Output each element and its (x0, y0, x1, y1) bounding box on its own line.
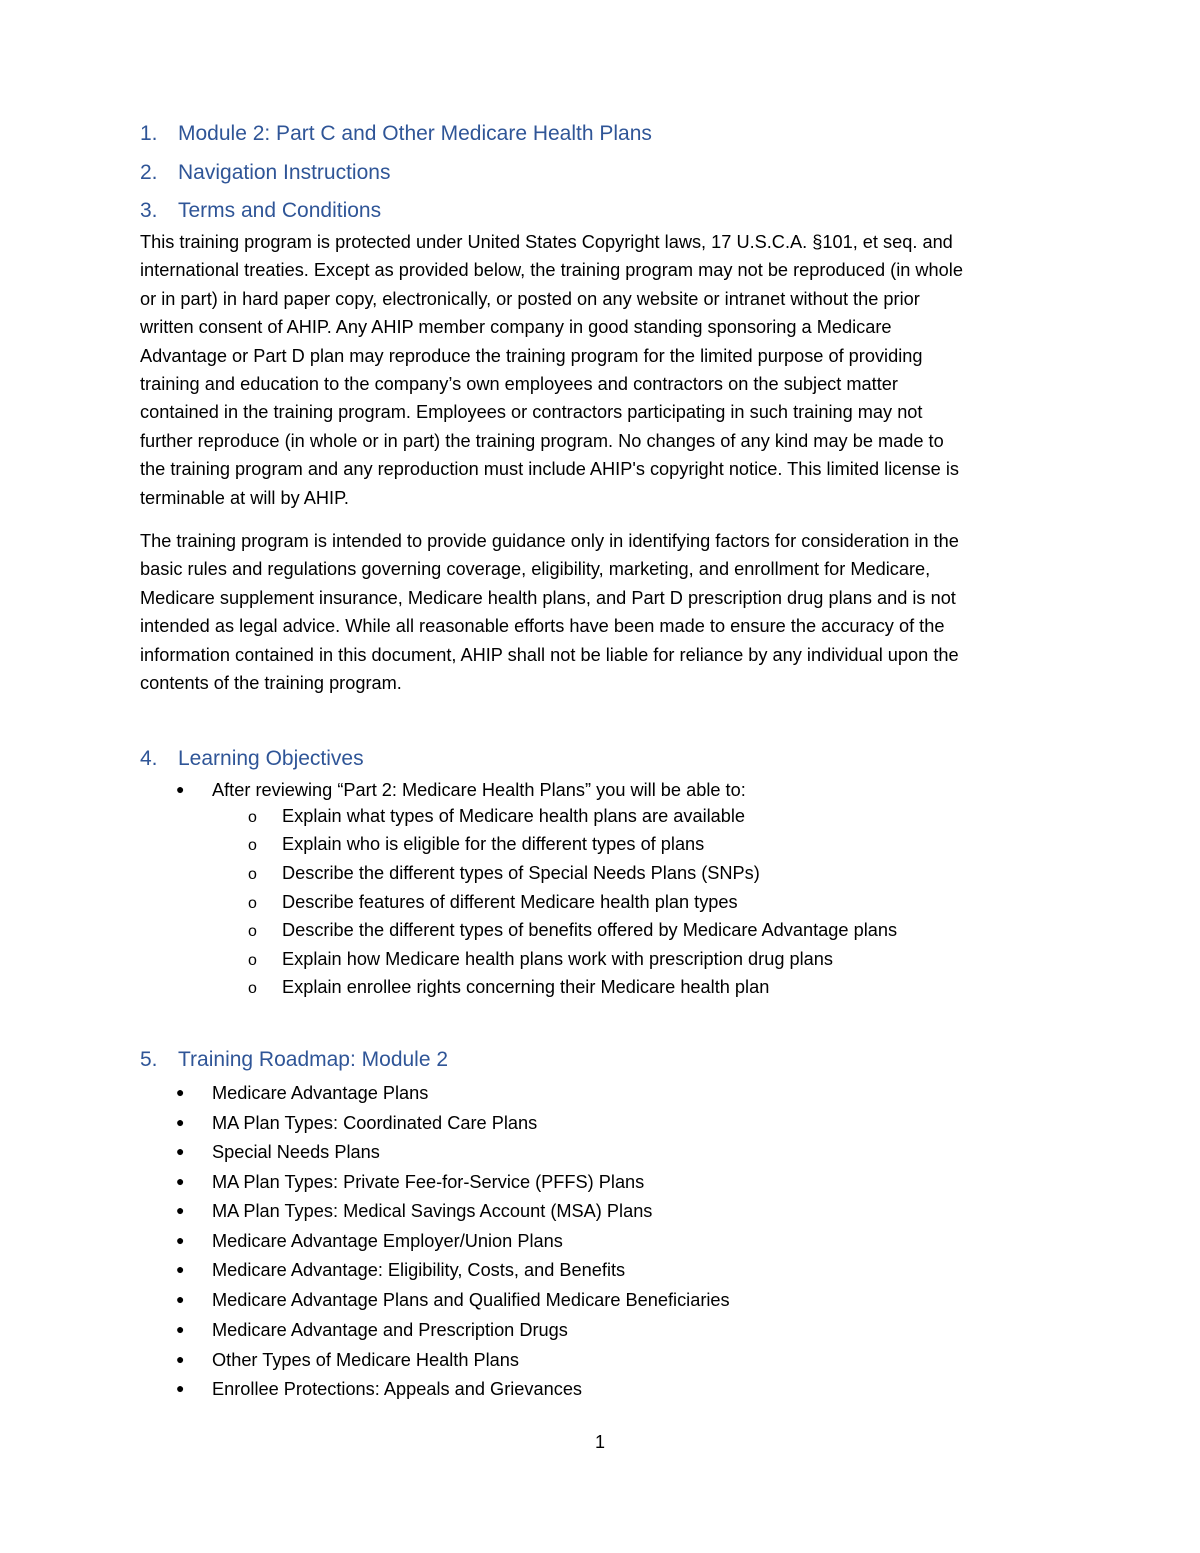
bullet-icon: ● (176, 1173, 185, 1189)
bullet-icon: ● (176, 1261, 185, 1277)
list-item (176, 1197, 652, 1224)
list-item (248, 889, 738, 917)
list-item-text: MA Plan Types: Private Fee-for-Service (PFFS) Plans (212, 1172, 645, 1192)
list-item-text: Medicare Advantage and Prescription Drugs (212, 1320, 568, 1340)
list-item-text: Enrollee Protections: Appeals and Grievances (212, 1379, 583, 1399)
list-item (176, 1346, 519, 1373)
heading-number: 3. (140, 199, 158, 222)
bullet-icon: ● (176, 1114, 185, 1130)
heading-number: 5. (140, 1048, 158, 1071)
heading-training-roadmap (140, 1047, 448, 1073)
bullet-icon: ● (176, 1084, 185, 1100)
heading-text: Learning Objectives (178, 747, 364, 770)
circle-bullet-icon: o (248, 923, 257, 940)
bullet-icon: ● (176, 1143, 185, 1159)
heading-learning-objectives (140, 746, 364, 772)
list-item (248, 974, 769, 1002)
list-item-text: Describe the different types of benefits offered by Medicare Advantage plans (282, 920, 898, 940)
paragraph-line: The training program is intended to provide guidance only in identifying factors for consideration in the (140, 531, 959, 551)
list-item (248, 803, 745, 831)
list-item (176, 1316, 568, 1343)
heading-navigation-instructions (140, 160, 390, 186)
paragraph-line: Advantage or Part D plan may reproduce the training program for the limited purpose of providing (140, 345, 923, 366)
list-item (248, 831, 704, 859)
bullet-icon: ● (176, 1202, 185, 1218)
list-item (176, 1286, 730, 1313)
heading-module-2 (140, 121, 652, 147)
paragraph-line: information contained in this document, AHIP shall not be liable for reliance by any individual upon the (140, 644, 959, 665)
bullet-icon: ● (176, 781, 185, 797)
circle-bullet-icon: o (248, 809, 257, 826)
circle-bullet-icon: o (248, 895, 257, 912)
paragraph-line: terminable at will by AHIP. (140, 487, 349, 508)
list-item (176, 1138, 380, 1165)
heading-text: Training Roadmap: Module 2 (178, 1048, 449, 1071)
heading-terms-and-conditions (140, 198, 381, 224)
paragraph-line: basic rules and regulations governing coverage, eligibility, marketing, and enrollment for Medicare, (140, 559, 931, 580)
paragraph-line: or in part) in hard paper copy, electronically, or posted on any website or intranet without the prior (140, 288, 920, 309)
heading-number: 2. (140, 161, 158, 184)
paragraph-line: the training program and any reproduction must include AHIP's copyright notice. This limited license is (140, 459, 959, 480)
list-item-text: Explain enrollee rights concerning their Medicare health plan (282, 977, 770, 997)
paragraph-line: intended as legal advice. While all reasonable efforts have been made to ensure the accuracy of the (140, 616, 945, 637)
circle-bullet-icon: o (248, 837, 257, 854)
bullet-icon: ● (176, 1321, 185, 1337)
list-item-text: Special Needs Plans (212, 1142, 380, 1162)
paragraph-line: Medicare supplement insurance, Medicare health plans, and Part D prescription drug plans and is not (140, 587, 956, 608)
bullet-icon: ● (176, 1351, 185, 1367)
bullet-icon: ● (176, 1380, 185, 1396)
list-item (248, 917, 897, 945)
list-item (176, 1079, 428, 1106)
list-item (176, 1168, 644, 1195)
list-item (248, 946, 833, 974)
list-item-text: MA Plan Types: Coordinated Care Plans (212, 1113, 538, 1133)
list-item-text: After reviewing “Part 2: Medicare Health Plans” you will be able to: (212, 780, 746, 800)
list-item-text: Medicare Advantage Employer/Union Plans (212, 1231, 563, 1251)
list-item-text: Medicare Advantage Plans and Qualified Medicare Beneficiaries (212, 1290, 730, 1310)
list-item (176, 1109, 537, 1136)
paragraph-line: training and education to the company’s own employees and contractors on the subject matter (140, 374, 898, 395)
list-item-text: Other Types of Medicare Health Plans (212, 1350, 519, 1370)
list-item (176, 1375, 582, 1402)
list-item (176, 1227, 563, 1254)
paragraph-line: written consent of AHIP. Any AHIP member company in good standing sponsoring a Medicare (140, 317, 892, 338)
list-item-text: Medicare Advantage: Eligibility, Costs, and Benefits (212, 1260, 626, 1280)
paragraph-line: contents of the training program. (140, 673, 402, 694)
list-item-text: Explain who is eligible for the different types of plans (282, 834, 705, 854)
list-item-text: Describe features of different Medicare health plan types (282, 892, 738, 912)
heading-number: 1. (140, 122, 158, 145)
paragraph-line: international treaties. Except as provided below, the training program may not be reproduced (in whole (140, 260, 963, 281)
bullet-icon: ● (176, 1232, 185, 1248)
list-item-text: Describe the different types of Special Needs Plans (SNPs) (282, 863, 760, 883)
list-item (176, 1256, 625, 1283)
paragraph-line: further reproduce (in whole or in part) the training program. No changes of any kind may be made to (140, 430, 944, 451)
circle-bullet-icon: o (248, 952, 257, 969)
list-item-text: Explain what types of Medicare health plans are available (282, 806, 746, 826)
circle-bullet-icon: o (248, 980, 257, 997)
heading-text: Terms and Conditions (178, 199, 382, 222)
paragraph-line: This training program is protected under United States Copyright laws, 17 U.S.C.A. §101, et seq. and (140, 232, 953, 252)
circle-bullet-icon: o (248, 866, 257, 883)
list-item (176, 776, 746, 803)
list-item-text: Medicare Advantage Plans (212, 1083, 429, 1103)
terms-paragraph-copyright (140, 228, 1065, 512)
list-item-text: Explain how Medicare health plans work with prescription drug plans (282, 949, 833, 969)
bullet-icon: ● (176, 1291, 185, 1307)
page-number: 1 (594, 1432, 605, 1452)
paragraph-line: contained in the training program. Employees or contractors participating in such training may not (140, 402, 923, 423)
list-item (248, 860, 760, 888)
heading-text: Module 2: Part C and Other Medicare Health Plans (178, 122, 652, 145)
heading-number: 4. (140, 747, 158, 770)
terms-paragraph-guidance (140, 527, 1065, 697)
list-item-text: MA Plan Types: Medical Savings Account (MSA) Plans (212, 1201, 653, 1221)
heading-text: Navigation Instructions (178, 161, 391, 184)
